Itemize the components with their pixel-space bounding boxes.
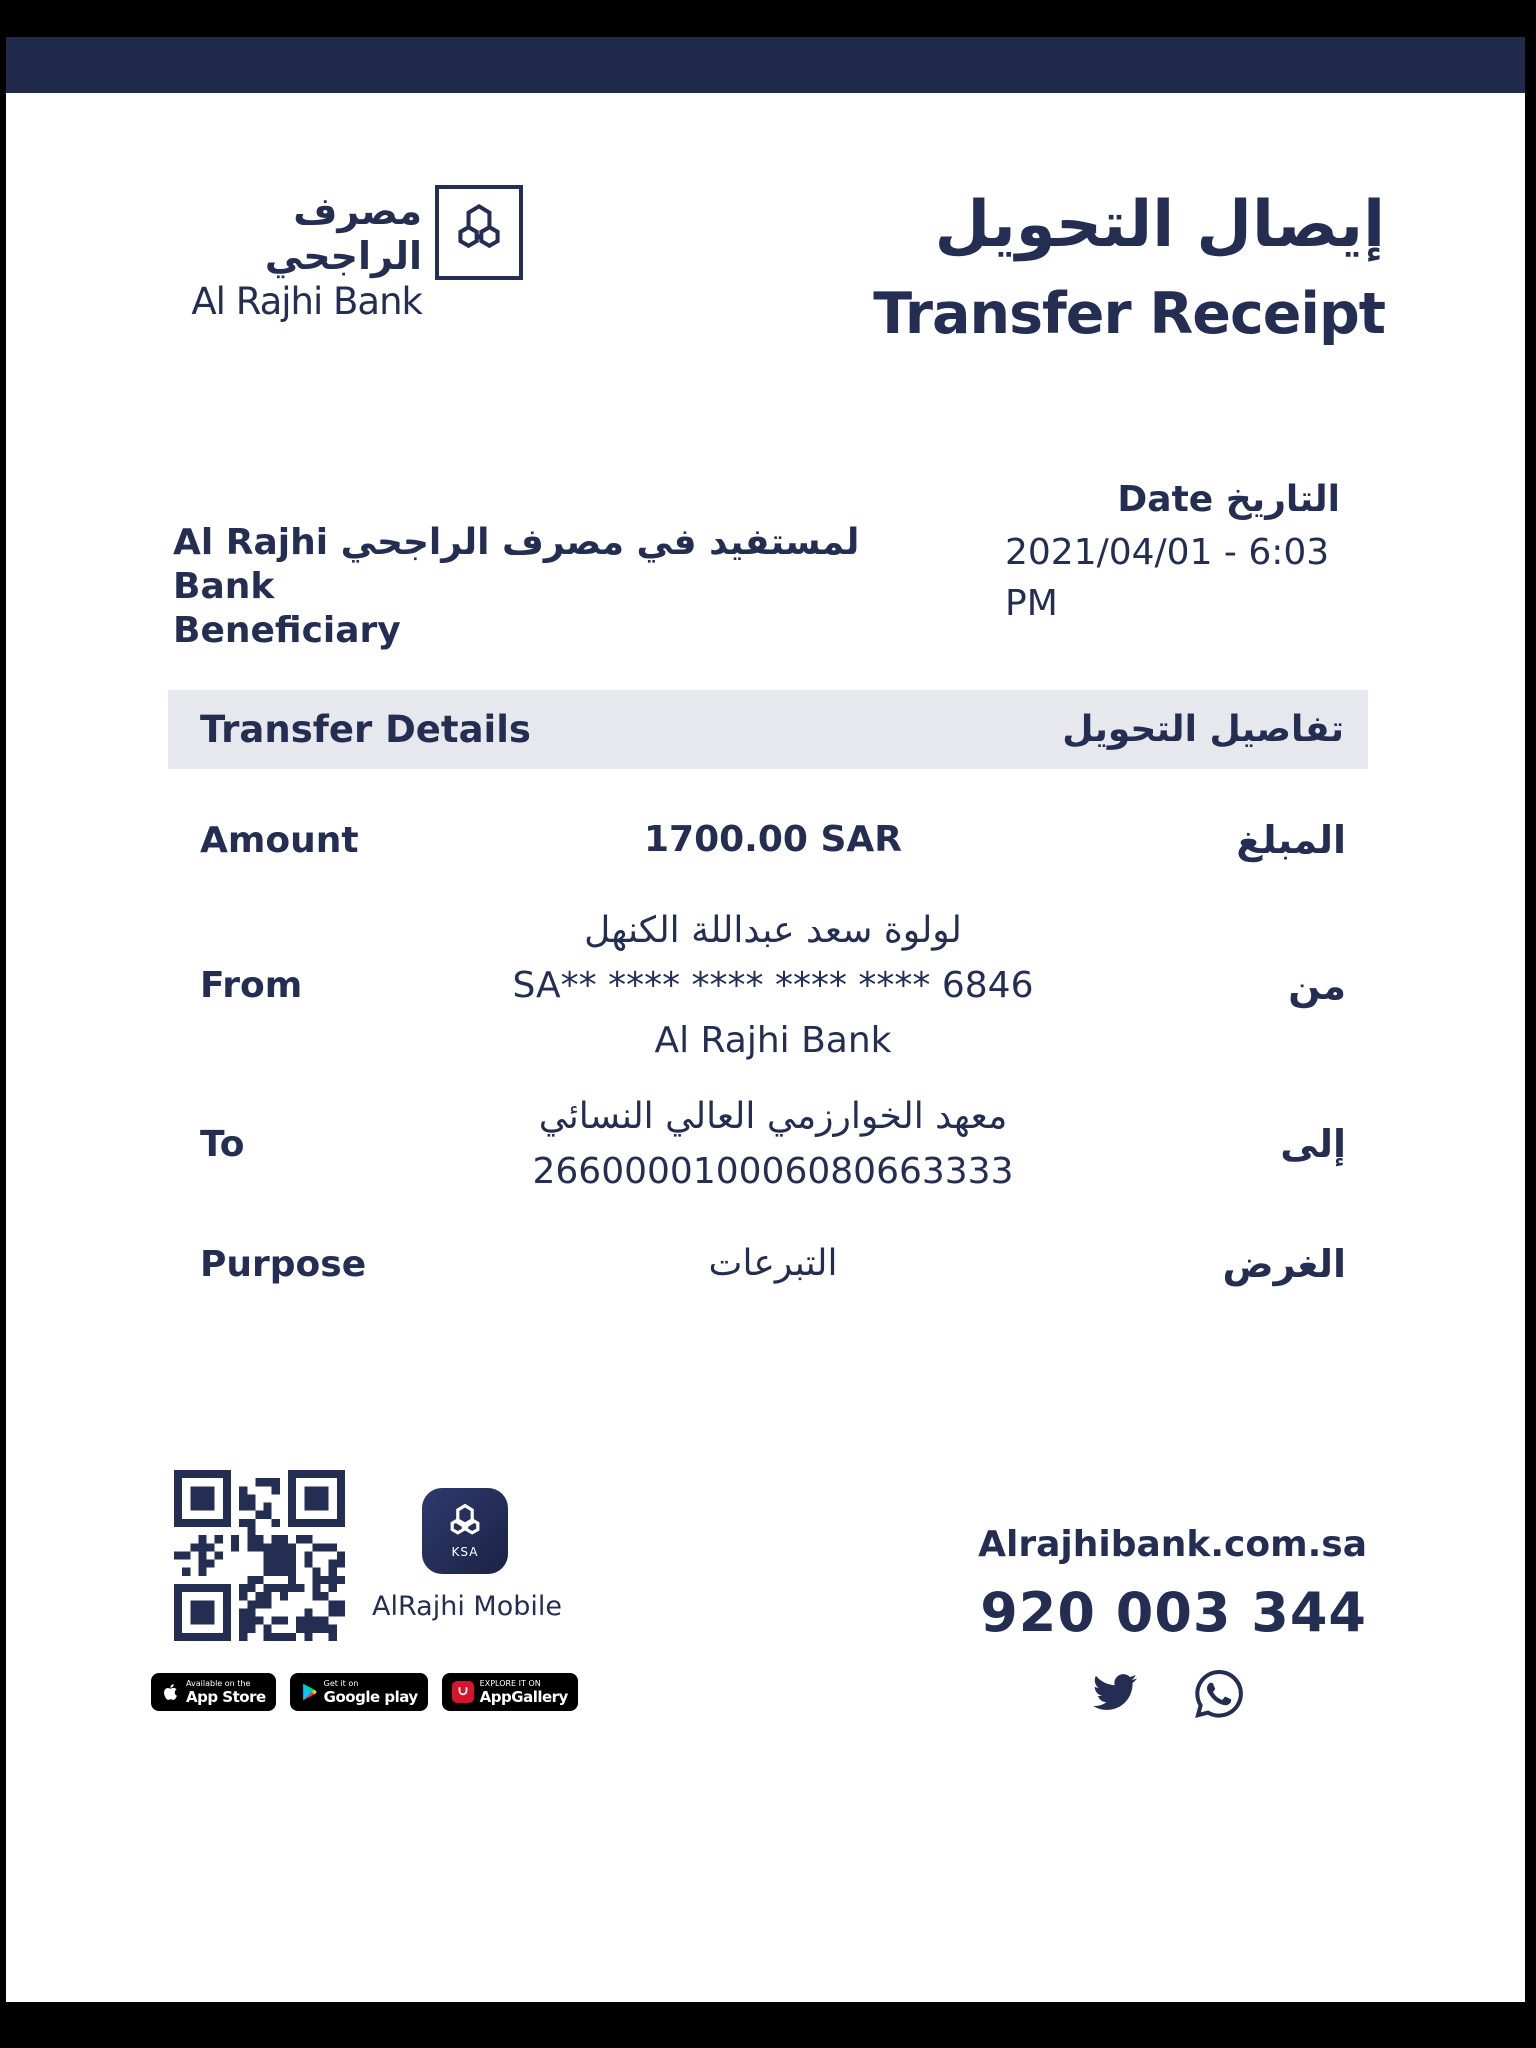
google-play-badge-bottom-text: Google play (323, 1687, 418, 1706)
to-label-en: To (200, 1123, 245, 1165)
receipt-title (873, 179, 1385, 351)
to-label-ar: إلى (1280, 1122, 1346, 1166)
app-store-badge-top-text: Available on the (186, 1678, 251, 1688)
social-icons (967, 1670, 1367, 1718)
from-label-en: From (200, 965, 303, 1006)
whatsapp-icon[interactable] (1195, 1670, 1243, 1718)
table-row-from (200, 903, 1346, 1068)
huawei-appgallery-icon (452, 1681, 474, 1703)
footer-contact (967, 1522, 1367, 1718)
receipt-title-arabic: إيصال التحويل (934, 188, 1385, 262)
date-value-line2: PM (1005, 583, 1058, 624)
purpose-value (365, 1239, 1181, 1289)
from-bank-name: Al Rajhi Bank (654, 1020, 892, 1061)
bank-logo-arabic: مصرف الراجحي (264, 189, 422, 278)
to-value (365, 1089, 1181, 1199)
google-play-icon (300, 1682, 318, 1702)
app-gallery-badge[interactable] (442, 1673, 578, 1711)
table-row-purpose (200, 1239, 1346, 1289)
table-row-to (200, 1089, 1346, 1199)
date-value (1005, 527, 1340, 629)
app-store-badge-bottom-text: App Store (186, 1687, 266, 1706)
store-badges (151, 1673, 578, 1711)
palm-emblem-white-icon (445, 1504, 485, 1544)
date-section (1005, 478, 1340, 629)
amount-label-en: Amount (200, 819, 359, 861)
to-recipient-name: معهد الخوارزمي العالي النسائي (538, 1096, 1008, 1137)
amount-value (365, 815, 1181, 865)
transfer-details-table (200, 769, 1346, 1289)
apple-icon (161, 1681, 180, 1703)
amount-label-ar: المبلغ (1236, 818, 1346, 862)
beneficiary-line1: لمستفيد في مصرف الراجحي Al Rajhi Bank (173, 522, 860, 607)
alrajhi-mobile-app-icon (422, 1488, 508, 1574)
from-account-masked: SA** **** **** **** **** 6846 (512, 965, 1034, 1006)
bank-emblem-icon (435, 185, 523, 280)
purpose-label-en: Purpose (200, 1243, 367, 1285)
from-label-ar: من (1288, 963, 1346, 1008)
details-header-ar: تفاصيل التحويل (1062, 709, 1344, 750)
app-icon-ksa-text: KSA (451, 1545, 479, 1559)
receipt-page (6, 37, 1525, 2002)
website-link[interactable]: Alrajhibank.com.sa (978, 1524, 1367, 1565)
to-account-number: 266000010006080663333 (532, 1151, 1014, 1192)
app-gallery-badge-top-text: EXPLORE IT ON (479, 1678, 541, 1688)
app-gallery-badge-bottom-text: AppGallery (479, 1687, 568, 1706)
transfer-details-header (168, 690, 1368, 769)
purpose-label-ar: الغرض (1222, 1242, 1346, 1286)
details-header-en: Transfer Details (200, 708, 531, 751)
date-label: التاريخ Date (1117, 479, 1340, 520)
amount-value-text: 1700.00 SAR (643, 819, 902, 860)
from-value (365, 903, 1181, 1068)
app-name-label: AlRajhi Mobile (372, 1591, 562, 1622)
bank-logo-wordmark (170, 189, 422, 324)
app-store-badge[interactable] (151, 1673, 276, 1711)
phone-number: 920 003 344 (980, 1581, 1367, 1644)
palm-emblem-icon (450, 200, 508, 266)
date-value-line1: 2021/04/01 - 6:03 (1005, 532, 1330, 573)
bank-logo-english: Al Rajhi Bank (191, 280, 422, 323)
purpose-value-text: التبرعات (708, 1243, 838, 1284)
from-sender-name: لولوة سعد عبداللة الكنهل (584, 910, 962, 951)
beneficiary-line2: Beneficiary (173, 610, 401, 651)
receipt-title-english: Transfer Receipt (873, 281, 1385, 347)
qr-code (174, 1470, 345, 1641)
top-navy-bar (6, 37, 1525, 93)
google-play-badge[interactable] (290, 1673, 428, 1711)
twitter-icon[interactable] (1091, 1670, 1139, 1714)
google-play-badge-top-text: Get it on (323, 1678, 359, 1688)
table-row-amount (200, 815, 1346, 865)
beneficiary-section (173, 521, 873, 653)
